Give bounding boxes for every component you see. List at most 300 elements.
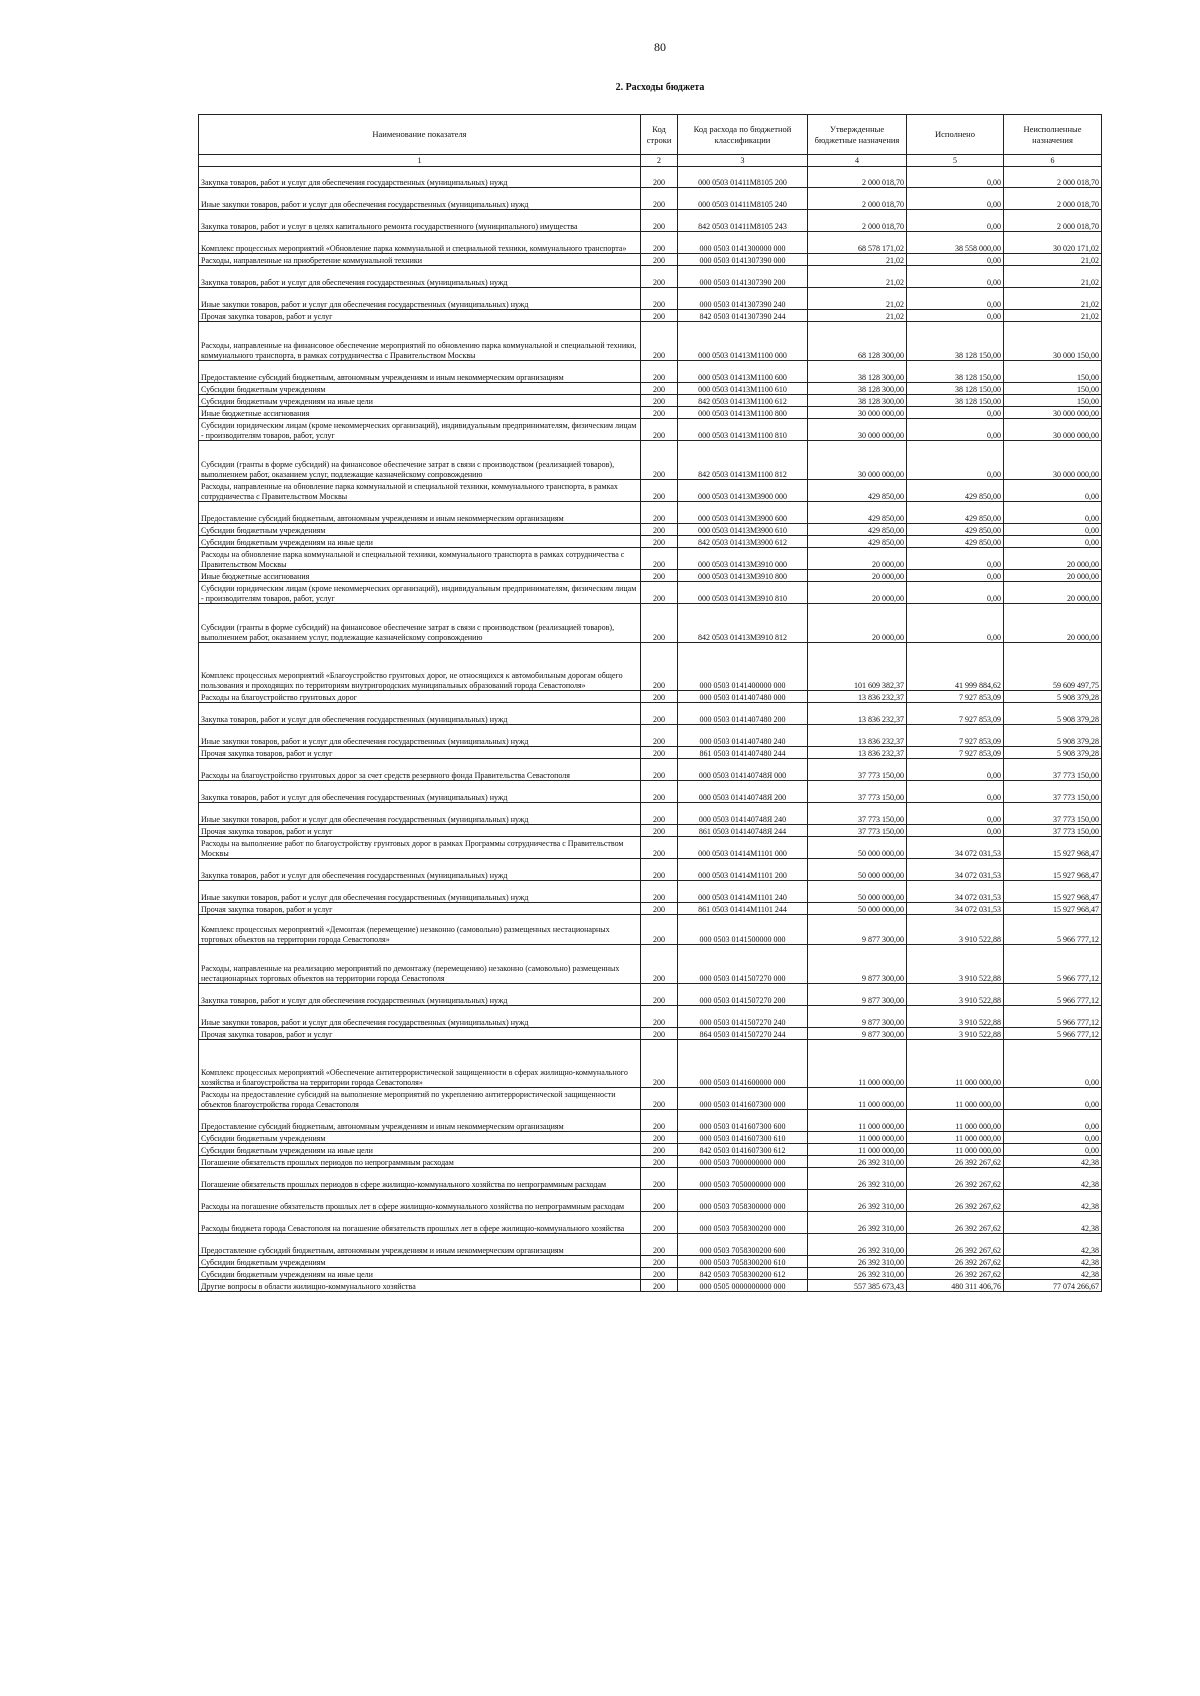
column-number: 4 bbox=[808, 155, 907, 167]
row-executed: 3 910 522,88 bbox=[907, 915, 1004, 945]
row-executed: 34 072 031,53 bbox=[907, 903, 1004, 915]
row-line-code: 200 bbox=[641, 1144, 678, 1156]
row-executed: 7 927 853,09 bbox=[907, 725, 1004, 747]
row-name: Субсидии бюджетным учреждениям bbox=[199, 1256, 641, 1268]
row-approved: 50 000 000,00 bbox=[808, 881, 907, 903]
table-row bbox=[199, 254, 1102, 266]
table-row bbox=[199, 691, 1102, 703]
row-executed: 0,00 bbox=[907, 254, 1004, 266]
row-approved: 429 850,00 bbox=[808, 480, 907, 502]
row-budget-code: 861 0503 014140748Я 244 bbox=[678, 825, 808, 837]
table-row bbox=[199, 395, 1102, 407]
row-unexecuted: 5 908 379,28 bbox=[1004, 691, 1102, 703]
row-line-code: 200 bbox=[641, 582, 678, 604]
row-executed: 26 392 267,62 bbox=[907, 1190, 1004, 1212]
row-unexecuted: 5 966 777,12 bbox=[1004, 945, 1102, 984]
row-executed: 11 000 000,00 bbox=[907, 1088, 1004, 1110]
row-budget-code: 000 0503 7058300000 000 bbox=[678, 1190, 808, 1212]
row-executed: 26 392 267,62 bbox=[907, 1168, 1004, 1190]
row-approved: 26 392 310,00 bbox=[808, 1190, 907, 1212]
row-executed: 0,00 bbox=[907, 266, 1004, 288]
row-name: Предоставление субсидий бюджетным, автономным учреждениям и иным некоммерческим организациям bbox=[199, 361, 641, 383]
row-name: Расходы бюджета города Севастополя на погашение обязательств прошлых лет в сфере жилищно-коммунального хозяйства bbox=[199, 1212, 641, 1234]
row-unexecuted: 77 074 266,67 bbox=[1004, 1280, 1102, 1292]
column-number: 3 bbox=[678, 155, 808, 167]
row-approved: 9 877 300,00 bbox=[808, 945, 907, 984]
row-line-code: 200 bbox=[641, 915, 678, 945]
table-row bbox=[199, 945, 1102, 984]
row-budget-code: 000 0503 01413М3900 000 bbox=[678, 480, 808, 502]
table-row bbox=[199, 570, 1102, 582]
table-body bbox=[199, 167, 1102, 1292]
row-name: Субсидии бюджетным учреждениям на иные цели bbox=[199, 1144, 641, 1156]
row-budget-code: 000 0503 014140748Я 200 bbox=[678, 781, 808, 803]
row-budget-code: 000 0503 01413М1100 600 bbox=[678, 361, 808, 383]
row-executed: 0,00 bbox=[907, 167, 1004, 188]
column-number: 5 bbox=[907, 155, 1004, 167]
row-approved: 11 000 000,00 bbox=[808, 1110, 907, 1132]
table-row bbox=[199, 419, 1102, 441]
row-executed: 429 850,00 bbox=[907, 502, 1004, 524]
row-budget-code: 000 0503 01411М8105 240 bbox=[678, 188, 808, 210]
row-executed: 429 850,00 bbox=[907, 524, 1004, 536]
row-budget-code: 000 0503 0141607300 600 bbox=[678, 1110, 808, 1132]
table-row bbox=[199, 703, 1102, 725]
row-approved: 9 877 300,00 bbox=[808, 1028, 907, 1040]
row-executed: 38 128 150,00 bbox=[907, 322, 1004, 361]
row-approved: 26 392 310,00 bbox=[808, 1234, 907, 1256]
table-row bbox=[199, 1190, 1102, 1212]
row-name: Субсидии бюджетным учреждениям bbox=[199, 1132, 641, 1144]
row-line-code: 200 bbox=[641, 1028, 678, 1040]
row-approved: 38 128 300,00 bbox=[808, 395, 907, 407]
row-line-code: 200 bbox=[641, 837, 678, 859]
row-executed: 0,00 bbox=[907, 604, 1004, 643]
row-unexecuted: 42,38 bbox=[1004, 1256, 1102, 1268]
row-name: Закупка товаров, работ и услуг в целях капитального ремонта государственного (муниципального) имущества bbox=[199, 210, 641, 232]
row-budget-code: 842 0503 7058300200 612 bbox=[678, 1268, 808, 1280]
row-approved: 2 000 018,70 bbox=[808, 188, 907, 210]
row-unexecuted: 2 000 018,70 bbox=[1004, 210, 1102, 232]
row-unexecuted: 2 000 018,70 bbox=[1004, 188, 1102, 210]
table-row bbox=[199, 536, 1102, 548]
table-row bbox=[199, 548, 1102, 570]
row-approved: 2 000 018,70 bbox=[808, 167, 907, 188]
row-executed: 3 910 522,88 bbox=[907, 1006, 1004, 1028]
row-budget-code: 000 0503 0141607300 000 bbox=[678, 1088, 808, 1110]
table-row bbox=[199, 524, 1102, 536]
table-row bbox=[199, 1268, 1102, 1280]
table-row bbox=[199, 266, 1102, 288]
row-budget-code: 000 0503 01413М3900 600 bbox=[678, 502, 808, 524]
row-name: Расходы на благоустройство грунтовых дорог bbox=[199, 691, 641, 703]
row-executed: 26 392 267,62 bbox=[907, 1268, 1004, 1280]
row-unexecuted: 150,00 bbox=[1004, 395, 1102, 407]
row-budget-code: 000 0503 0141507270 200 bbox=[678, 984, 808, 1006]
row-approved: 101 609 382,37 bbox=[808, 643, 907, 691]
row-name: Расходы на благоустройство грунтовых дорог за счет средств резервного фонда Правительства Севастополя bbox=[199, 759, 641, 781]
row-executed: 26 392 267,62 bbox=[907, 1256, 1004, 1268]
table-row bbox=[199, 1234, 1102, 1256]
table-row bbox=[199, 1040, 1102, 1088]
row-line-code: 200 bbox=[641, 643, 678, 691]
row-unexecuted: 0,00 bbox=[1004, 480, 1102, 502]
row-line-code: 200 bbox=[641, 232, 678, 254]
row-approved: 50 000 000,00 bbox=[808, 837, 907, 859]
row-approved: 429 850,00 bbox=[808, 524, 907, 536]
table-row bbox=[199, 1168, 1102, 1190]
row-unexecuted: 42,38 bbox=[1004, 1190, 1102, 1212]
row-line-code: 200 bbox=[641, 310, 678, 322]
row-approved: 50 000 000,00 bbox=[808, 903, 907, 915]
row-name: Расходы на обновление парка коммунальной и специальной техники, коммунального транспорта в рамках сотрудничества с Правительством Москвы bbox=[199, 548, 641, 570]
row-unexecuted: 20 000,00 bbox=[1004, 548, 1102, 570]
row-approved: 11 000 000,00 bbox=[808, 1144, 907, 1156]
row-unexecuted: 30 020 171,02 bbox=[1004, 232, 1102, 254]
row-line-code: 200 bbox=[641, 570, 678, 582]
table-row bbox=[199, 288, 1102, 310]
row-name: Прочая закупка товаров, работ и услуг bbox=[199, 825, 641, 837]
row-line-code: 200 bbox=[641, 167, 678, 188]
row-unexecuted: 37 773 150,00 bbox=[1004, 803, 1102, 825]
row-line-code: 200 bbox=[641, 604, 678, 643]
row-line-code: 200 bbox=[641, 825, 678, 837]
table-row bbox=[199, 803, 1102, 825]
row-unexecuted: 42,38 bbox=[1004, 1212, 1102, 1234]
row-line-code: 200 bbox=[641, 747, 678, 759]
row-approved: 557 385 673,43 bbox=[808, 1280, 907, 1292]
row-approved: 38 128 300,00 bbox=[808, 383, 907, 395]
row-executed: 7 927 853,09 bbox=[907, 703, 1004, 725]
row-budget-code: 000 0503 01413М1100 800 bbox=[678, 407, 808, 419]
table-row bbox=[199, 1088, 1102, 1110]
row-name: Погашение обязательств прошлых периодов в сфере жилищно-коммунального хозяйства по непрограммным расходам bbox=[199, 1168, 641, 1190]
row-approved: 26 392 310,00 bbox=[808, 1212, 907, 1234]
row-budget-code: 000 0503 0141300000 000 bbox=[678, 232, 808, 254]
row-executed: 7 927 853,09 bbox=[907, 747, 1004, 759]
row-approved: 9 877 300,00 bbox=[808, 915, 907, 945]
row-unexecuted: 20 000,00 bbox=[1004, 582, 1102, 604]
row-executed: 38 128 150,00 bbox=[907, 361, 1004, 383]
section-title: 2. Расходы бюджета bbox=[615, 82, 705, 93]
row-executed: 0,00 bbox=[907, 188, 1004, 210]
row-unexecuted: 0,00 bbox=[1004, 502, 1102, 524]
row-name: Закупка товаров, работ и услуг для обеспечения государственных (муниципальных) нужд bbox=[199, 266, 641, 288]
row-budget-code: 000 0503 7058300200 610 bbox=[678, 1256, 808, 1268]
row-approved: 68 128 300,00 bbox=[808, 322, 907, 361]
row-line-code: 200 bbox=[641, 322, 678, 361]
row-budget-code: 000 0503 01411М8105 200 bbox=[678, 167, 808, 188]
row-executed: 0,00 bbox=[907, 210, 1004, 232]
row-name: Расходы, направленные на обновление парка коммунальной и специальной техники, коммунального транспорта, в рамках сотрудничества с Правительством Москвы bbox=[199, 480, 641, 502]
row-name: Закупка товаров, работ и услуг для обеспечения государственных (муниципальных) нужд bbox=[199, 984, 641, 1006]
row-budget-code: 842 0503 01413М1100 812 bbox=[678, 441, 808, 480]
table-row bbox=[199, 725, 1102, 747]
row-approved: 429 850,00 bbox=[808, 502, 907, 524]
row-approved: 13 836 232,37 bbox=[808, 703, 907, 725]
table-row bbox=[199, 1212, 1102, 1234]
row-line-code: 200 bbox=[641, 691, 678, 703]
row-line-code: 200 bbox=[641, 524, 678, 536]
row-budget-code: 842 0503 01413М3910 812 bbox=[678, 604, 808, 643]
row-unexecuted: 42,38 bbox=[1004, 1234, 1102, 1256]
table-row bbox=[199, 643, 1102, 691]
row-budget-code: 000 0503 0141607300 610 bbox=[678, 1132, 808, 1144]
row-executed: 0,00 bbox=[907, 548, 1004, 570]
row-budget-code: 000 0503 0141307390 200 bbox=[678, 266, 808, 288]
row-line-code: 200 bbox=[641, 1234, 678, 1256]
row-budget-code: 000 0503 0141507270 240 bbox=[678, 1006, 808, 1028]
table-row bbox=[199, 582, 1102, 604]
table-row bbox=[199, 1028, 1102, 1040]
table-row bbox=[199, 837, 1102, 859]
row-approved: 20 000,00 bbox=[808, 582, 907, 604]
row-approved: 11 000 000,00 bbox=[808, 1132, 907, 1144]
row-executed: 0,00 bbox=[907, 407, 1004, 419]
row-executed: 34 072 031,53 bbox=[907, 859, 1004, 881]
row-approved: 9 877 300,00 bbox=[808, 1006, 907, 1028]
row-name: Погашение обязательств прошлых периодов по непрограммным расходам bbox=[199, 1156, 641, 1168]
table-row bbox=[199, 604, 1102, 643]
row-name: Субсидии юридическим лицам (кроме некоммерческих организаций), индивидуальным предпринимателям, физическим лицам - производителям товаров, работ, услуг bbox=[199, 582, 641, 604]
row-executed: 0,00 bbox=[907, 759, 1004, 781]
row-unexecuted: 0,00 bbox=[1004, 524, 1102, 536]
row-line-code: 200 bbox=[641, 1132, 678, 1144]
row-name: Другие вопросы в области жилищно-коммунального хозяйства bbox=[199, 1280, 641, 1292]
row-executed: 34 072 031,53 bbox=[907, 837, 1004, 859]
row-budget-code: 000 0503 0141407480 200 bbox=[678, 703, 808, 725]
row-budget-code: 000 0503 01413М3900 610 bbox=[678, 524, 808, 536]
row-budget-code: 000 0503 01413М3910 800 bbox=[678, 570, 808, 582]
row-approved: 20 000,00 bbox=[808, 570, 907, 582]
row-approved: 30 000 000,00 bbox=[808, 407, 907, 419]
row-approved: 13 836 232,37 bbox=[808, 747, 907, 759]
table-row bbox=[199, 480, 1102, 502]
table-row bbox=[199, 1280, 1102, 1292]
column-number: 6 bbox=[1004, 155, 1102, 167]
row-line-code: 200 bbox=[641, 407, 678, 419]
row-unexecuted: 5 966 777,12 bbox=[1004, 1006, 1102, 1028]
row-name: Иные закупки товаров, работ и услуг для обеспечения государственных (муниципальных) нужд bbox=[199, 881, 641, 903]
row-line-code: 200 bbox=[641, 254, 678, 266]
row-name: Закупка товаров, работ и услуг для обеспечения государственных (муниципальных) нужд bbox=[199, 703, 641, 725]
row-executed: 0,00 bbox=[907, 288, 1004, 310]
row-approved: 20 000,00 bbox=[808, 604, 907, 643]
row-budget-code: 000 0503 01413М3910 810 bbox=[678, 582, 808, 604]
row-unexecuted: 21,02 bbox=[1004, 288, 1102, 310]
row-name: Иные бюджетные ассигнования bbox=[199, 570, 641, 582]
table-row bbox=[199, 859, 1102, 881]
row-approved: 21,02 bbox=[808, 254, 907, 266]
column-number: 2 bbox=[641, 155, 678, 167]
row-unexecuted: 15 927 968,47 bbox=[1004, 837, 1102, 859]
row-executed: 3 910 522,88 bbox=[907, 984, 1004, 1006]
row-executed: 34 072 031,53 bbox=[907, 881, 1004, 903]
row-unexecuted: 2 000 018,70 bbox=[1004, 167, 1102, 188]
row-budget-code: 000 0503 01413М3910 000 bbox=[678, 548, 808, 570]
row-unexecuted: 37 773 150,00 bbox=[1004, 759, 1102, 781]
row-unexecuted: 37 773 150,00 bbox=[1004, 781, 1102, 803]
table-row bbox=[199, 361, 1102, 383]
table-row bbox=[199, 167, 1102, 188]
table-row bbox=[199, 210, 1102, 232]
row-name: Расходы, направленные на финансовое обеспечение мероприятий по обновлению парка коммунальной и специальной техники, коммунального транспорта, в рамках сотрудничества с Правительством Москвы bbox=[199, 322, 641, 361]
row-name: Субсидии бюджетным учреждениям на иные цели bbox=[199, 1268, 641, 1280]
header-executed: Исполнено bbox=[907, 115, 1004, 155]
row-approved: 26 392 310,00 bbox=[808, 1156, 907, 1168]
table-row bbox=[199, 407, 1102, 419]
table-row bbox=[199, 781, 1102, 803]
row-approved: 21,02 bbox=[808, 310, 907, 322]
row-name: Закупка товаров, работ и услуг для обеспечения государственных (муниципальных) нужд bbox=[199, 859, 641, 881]
row-approved: 38 128 300,00 bbox=[808, 361, 907, 383]
row-name: Субсидии бюджетным учреждениям bbox=[199, 383, 641, 395]
row-budget-code: 864 0503 0141507270 244 bbox=[678, 1028, 808, 1040]
row-line-code: 200 bbox=[641, 1110, 678, 1132]
row-line-code: 200 bbox=[641, 361, 678, 383]
row-executed: 26 392 267,62 bbox=[907, 1156, 1004, 1168]
row-name: Субсидии (гранты в форме субсидий) на финансовое обеспечение затрат в связи с производством (реализацией товаров), выполнением работ, оказанием услуг, подлежащие казначейскому сопровождению bbox=[199, 441, 641, 480]
row-budget-code: 000 0503 0141407480 240 bbox=[678, 725, 808, 747]
row-budget-code: 000 0503 7058300200 000 bbox=[678, 1212, 808, 1234]
row-executed: 0,00 bbox=[907, 570, 1004, 582]
row-executed: 38 128 150,00 bbox=[907, 383, 1004, 395]
row-line-code: 200 bbox=[641, 210, 678, 232]
row-unexecuted: 59 609 497,75 bbox=[1004, 643, 1102, 691]
row-line-code: 200 bbox=[641, 903, 678, 915]
table-row bbox=[199, 881, 1102, 903]
table-row bbox=[199, 1132, 1102, 1144]
row-executed: 0,00 bbox=[907, 441, 1004, 480]
row-line-code: 200 bbox=[641, 703, 678, 725]
row-executed: 11 000 000,00 bbox=[907, 1132, 1004, 1144]
row-executed: 3 910 522,88 bbox=[907, 945, 1004, 984]
row-unexecuted: 42,38 bbox=[1004, 1156, 1102, 1168]
row-budget-code: 842 0503 01413М3900 612 bbox=[678, 536, 808, 548]
row-name: Предоставление субсидий бюджетным, автономным учреждениям и иным некоммерческим организациям bbox=[199, 1110, 641, 1132]
row-budget-code: 861 0503 0141407480 244 bbox=[678, 747, 808, 759]
row-budget-code: 000 0503 01414М1101 240 bbox=[678, 881, 808, 903]
row-name: Прочая закупка товаров, работ и услуг bbox=[199, 1028, 641, 1040]
table-row bbox=[199, 747, 1102, 759]
row-approved: 20 000,00 bbox=[808, 548, 907, 570]
row-unexecuted: 21,02 bbox=[1004, 310, 1102, 322]
row-name: Комплекс процессных мероприятий «Благоустройство грунтовых дорог, не относящихся к автомобильным дорогам общего пользования и проходящих по территориям внутригородских муниципальных образований города Севастополя» bbox=[199, 643, 641, 691]
row-executed: 0,00 bbox=[907, 825, 1004, 837]
row-budget-code: 842 0503 01411М8105 243 bbox=[678, 210, 808, 232]
row-budget-code: 861 0503 01414М1101 244 bbox=[678, 903, 808, 915]
table-row bbox=[199, 310, 1102, 322]
header-name: Наименование показателя bbox=[199, 115, 641, 155]
table-row bbox=[199, 1256, 1102, 1268]
row-budget-code: 000 0503 0141400000 000 bbox=[678, 643, 808, 691]
row-line-code: 200 bbox=[641, 759, 678, 781]
row-unexecuted: 30 000 000,00 bbox=[1004, 441, 1102, 480]
row-name: Прочая закупка товаров, работ и услуг bbox=[199, 747, 641, 759]
row-approved: 26 392 310,00 bbox=[808, 1256, 907, 1268]
row-executed: 3 910 522,88 bbox=[907, 1028, 1004, 1040]
row-budget-code: 842 0503 0141607300 612 bbox=[678, 1144, 808, 1156]
row-approved: 37 773 150,00 bbox=[808, 825, 907, 837]
row-approved: 37 773 150,00 bbox=[808, 803, 907, 825]
row-name: Субсидии юридическим лицам (кроме некоммерческих организаций), индивидуальным предпринимателям, физическим лицам - производителям товаров, работ, услуг bbox=[199, 419, 641, 441]
row-name: Субсидии (гранты в форме субсидий) на финансовое обеспечение затрат в связи с производством (реализацией товаров), выполнением работ, оказанием услуг, подлежащие казначейскому сопровождению bbox=[199, 604, 641, 643]
table-row bbox=[199, 1156, 1102, 1168]
row-unexecuted: 30 000 150,00 bbox=[1004, 322, 1102, 361]
row-name: Иные закупки товаров, работ и услуг для обеспечения государственных (муниципальных) нужд bbox=[199, 188, 641, 210]
table-row bbox=[199, 759, 1102, 781]
row-line-code: 200 bbox=[641, 1006, 678, 1028]
table-row bbox=[199, 903, 1102, 915]
row-line-code: 200 bbox=[641, 548, 678, 570]
row-line-code: 200 bbox=[641, 1256, 678, 1268]
row-name: Комплекс процессных мероприятий «Демонтаж (перемещение) незаконно (самовольно) размещенных нестационарных торговых объектов на территории города Севастополя» bbox=[199, 915, 641, 945]
table-row bbox=[199, 1110, 1102, 1132]
row-unexecuted: 42,38 bbox=[1004, 1268, 1102, 1280]
row-approved: 429 850,00 bbox=[808, 536, 907, 548]
row-approved: 30 000 000,00 bbox=[808, 441, 907, 480]
header-approved: Утвержденные бюджетные назначения bbox=[808, 115, 907, 155]
row-name: Расходы на предоставление субсидий на выполнение мероприятий по укреплению антитеррористической защищенности объектов благоустройства города Севастополя bbox=[199, 1088, 641, 1110]
row-unexecuted: 37 773 150,00 bbox=[1004, 825, 1102, 837]
header-unexecuted: Неисполненные назначения bbox=[1004, 115, 1102, 155]
row-name: Комплекс процессных мероприятий «Обеспечение антитеррористической защищенности в сферах жилищно-коммунального хозяйства и благоустройства на территории города Севастополя» bbox=[199, 1040, 641, 1088]
row-approved: 9 877 300,00 bbox=[808, 984, 907, 1006]
row-budget-code: 000 0503 014140748Я 240 bbox=[678, 803, 808, 825]
row-name: Иные закупки товаров, работ и услуг для обеспечения государственных (муниципальных) нужд bbox=[199, 803, 641, 825]
table-row bbox=[199, 322, 1102, 361]
row-name: Субсидии бюджетным учреждениям на иные цели bbox=[199, 536, 641, 548]
row-executed: 38 558 000,00 bbox=[907, 232, 1004, 254]
header-line-code: Код строки bbox=[641, 115, 678, 155]
table-row bbox=[199, 825, 1102, 837]
row-executed: 38 128 150,00 bbox=[907, 395, 1004, 407]
row-line-code: 200 bbox=[641, 881, 678, 903]
row-budget-code: 842 0503 0141307390 244 bbox=[678, 310, 808, 322]
row-executed: 0,00 bbox=[907, 419, 1004, 441]
row-line-code: 200 bbox=[641, 1268, 678, 1280]
row-line-code: 200 bbox=[641, 288, 678, 310]
table-row bbox=[199, 232, 1102, 254]
row-unexecuted: 30 000 000,00 bbox=[1004, 407, 1102, 419]
row-name: Комплекс процессных мероприятий «Обновление парка коммунальной и специальной техники, коммунального транспорта» bbox=[199, 232, 641, 254]
row-budget-code: 000 0503 7000000000 000 bbox=[678, 1156, 808, 1168]
row-line-code: 200 bbox=[641, 502, 678, 524]
row-unexecuted: 15 927 968,47 bbox=[1004, 903, 1102, 915]
row-unexecuted: 0,00 bbox=[1004, 1040, 1102, 1088]
row-line-code: 200 bbox=[641, 1168, 678, 1190]
row-unexecuted: 20 000,00 bbox=[1004, 570, 1102, 582]
row-approved: 68 578 171,02 bbox=[808, 232, 907, 254]
row-line-code: 200 bbox=[641, 266, 678, 288]
row-executed: 0,00 bbox=[907, 582, 1004, 604]
row-unexecuted: 15 927 968,47 bbox=[1004, 881, 1102, 903]
row-line-code: 200 bbox=[641, 536, 678, 548]
row-executed: 26 392 267,62 bbox=[907, 1212, 1004, 1234]
row-name: Закупка товаров, работ и услуг для обеспечения государственных (муниципальных) нужд bbox=[199, 781, 641, 803]
row-executed: 11 000 000,00 bbox=[907, 1110, 1004, 1132]
page-number: 80 bbox=[654, 40, 666, 54]
row-approved: 11 000 000,00 bbox=[808, 1040, 907, 1088]
row-line-code: 200 bbox=[641, 781, 678, 803]
row-executed: 26 392 267,62 bbox=[907, 1234, 1004, 1256]
row-budget-code: 000 0503 01413М1100 000 bbox=[678, 322, 808, 361]
row-unexecuted: 5 966 777,12 bbox=[1004, 915, 1102, 945]
row-name: Прочая закупка товаров, работ и услуг bbox=[199, 903, 641, 915]
row-unexecuted: 0,00 bbox=[1004, 1144, 1102, 1156]
row-executed: 0,00 bbox=[907, 803, 1004, 825]
row-line-code: 200 bbox=[641, 1212, 678, 1234]
